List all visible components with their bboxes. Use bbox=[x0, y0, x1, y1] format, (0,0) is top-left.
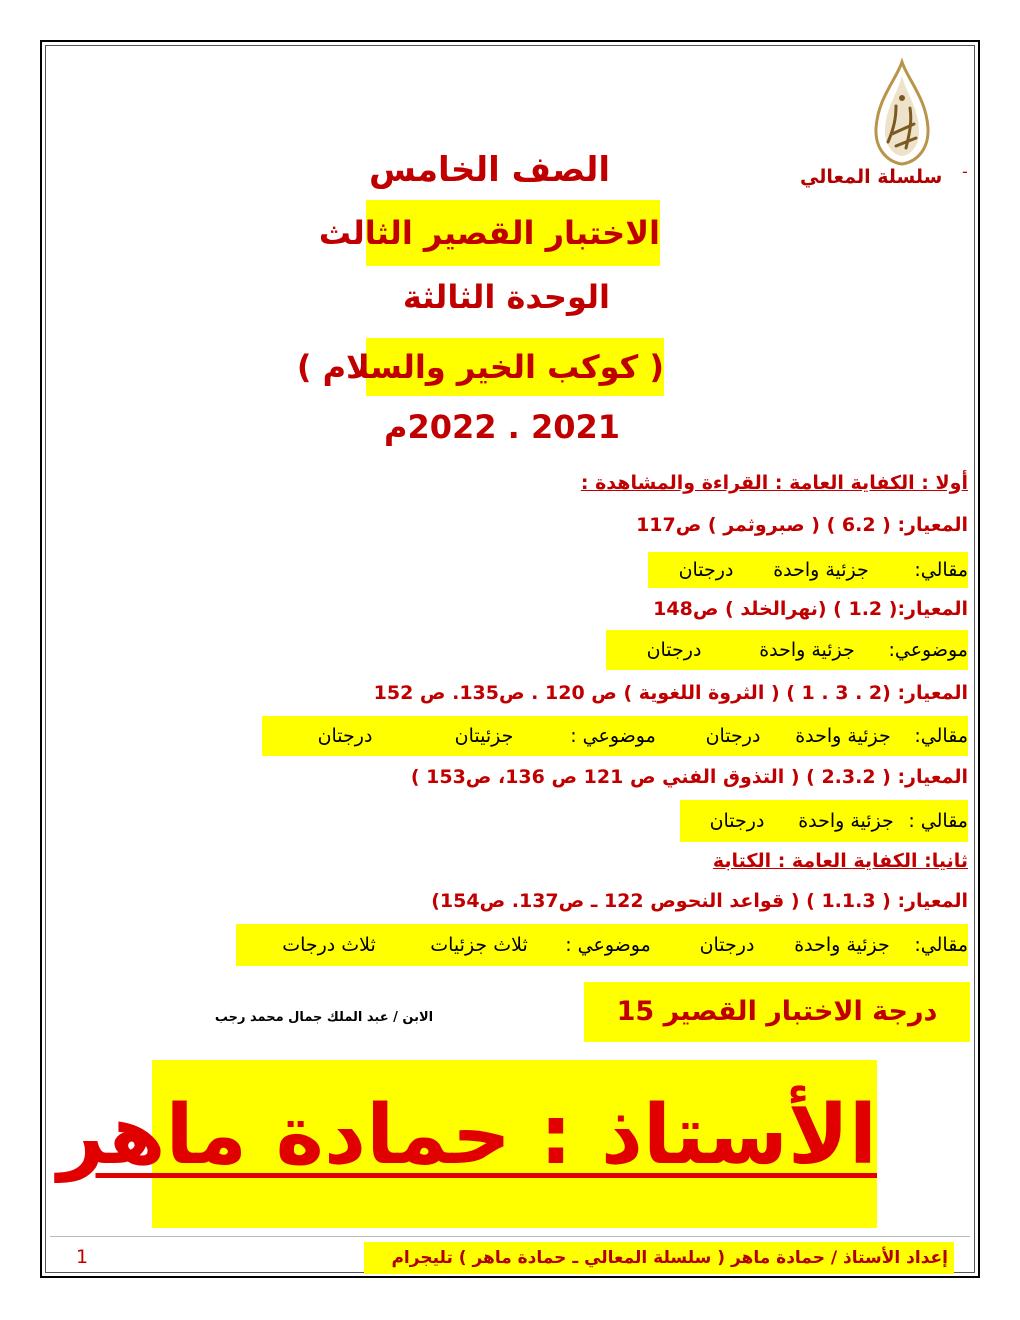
footer-note: إعداد الأستاذ / حمادة ماهر ( سلسلة المعالي ـ حمادة ماهر ) تليجرام bbox=[364, 1242, 954, 1274]
grade-title: الصف الخامس bbox=[368, 150, 610, 190]
standard-line-5: المعيار: ( 1.1.3 ) ( قواعد النحوص 122 ـ ص137. ص154) bbox=[431, 890, 968, 912]
standard-line-1: المعيار: ( 6.2 ) ( صبروثمر ) ص117 bbox=[636, 514, 968, 536]
row-marks-2: درجتان bbox=[317, 725, 373, 747]
row-marks: درجتان bbox=[646, 639, 702, 661]
footer-divider bbox=[50, 1236, 970, 1237]
topic-title: ( كوكب الخير والسلام ) bbox=[366, 338, 664, 396]
standard-line-3: المعيار: (2 . 3 . 1 ) ( الثروة اللغوية ) ص 120 . ص135. ص 152 bbox=[373, 682, 968, 704]
series-name: سلسلة المعالي bbox=[800, 166, 943, 188]
quiz-title: الاختبار القصير الثالث bbox=[366, 200, 660, 266]
row-type: مقالي: bbox=[914, 934, 968, 956]
teacher-banner bbox=[57, 1060, 877, 1228]
unit-title: الوحدة الثالثة bbox=[402, 278, 610, 316]
row-marks-2: ثلاث درجات bbox=[282, 934, 376, 956]
row-type: موضوعي: bbox=[888, 639, 968, 661]
quiz-total-grade: درجة الاختبار القصير 15 bbox=[584, 982, 970, 1042]
row-marks: درجتان bbox=[705, 725, 761, 747]
author-credit: الابن / عبد الملك جمال محمد رجب bbox=[214, 1010, 434, 1025]
row-type-2: موضوعي : bbox=[565, 934, 651, 956]
standard-line-4: المعيار: ( 2.3.2 ) ( التذوق الفني ص 121 ص 136، ص153 ) bbox=[410, 766, 968, 788]
row-parts-2: ثلاث جزئيات bbox=[430, 934, 528, 956]
row-parts: جزئية واحدة bbox=[795, 725, 891, 747]
row-parts: جزئية واحدة bbox=[798, 810, 894, 832]
row-type: مقالي : bbox=[908, 810, 968, 832]
row-marks: درجتان bbox=[709, 810, 765, 832]
row-parts-2: جزئيتان bbox=[454, 725, 514, 747]
row-type: مقالي: bbox=[914, 559, 968, 581]
row-type: مقالي: bbox=[914, 725, 968, 747]
marks-row-2 bbox=[606, 630, 968, 670]
marks-row-5 bbox=[236, 924, 968, 966]
row-marks: درجتان bbox=[678, 559, 734, 581]
row-marks: درجتان bbox=[699, 934, 755, 956]
marks-row-1 bbox=[648, 552, 968, 588]
maali-logo-icon bbox=[866, 58, 938, 168]
row-parts: جزئية واحدة bbox=[773, 559, 869, 581]
section-heading-reading: أولا : الكفاية العامة : القراءة والمشاهدة : bbox=[580, 472, 968, 494]
teacher-name: الأستاذ : حمادة ماهر bbox=[57, 1088, 877, 1183]
row-parts: جزئية واحدة bbox=[794, 934, 890, 956]
marks-row-4 bbox=[680, 800, 968, 842]
year-title: 2021 . 2022م bbox=[383, 408, 620, 446]
row-type-2: موضوعي : bbox=[570, 725, 656, 747]
marks-row-3 bbox=[262, 716, 968, 756]
page-number: 1 bbox=[76, 1246, 89, 1268]
series-dash: - bbox=[962, 162, 968, 181]
row-parts: جزئية واحدة bbox=[759, 639, 855, 661]
standard-line-2: المعيار:( 1.2 ) (نهرالخلد ) ص148 bbox=[653, 598, 968, 620]
section-heading-writing: ثانيا: الكفاية العامة : الكتابة bbox=[712, 850, 968, 872]
